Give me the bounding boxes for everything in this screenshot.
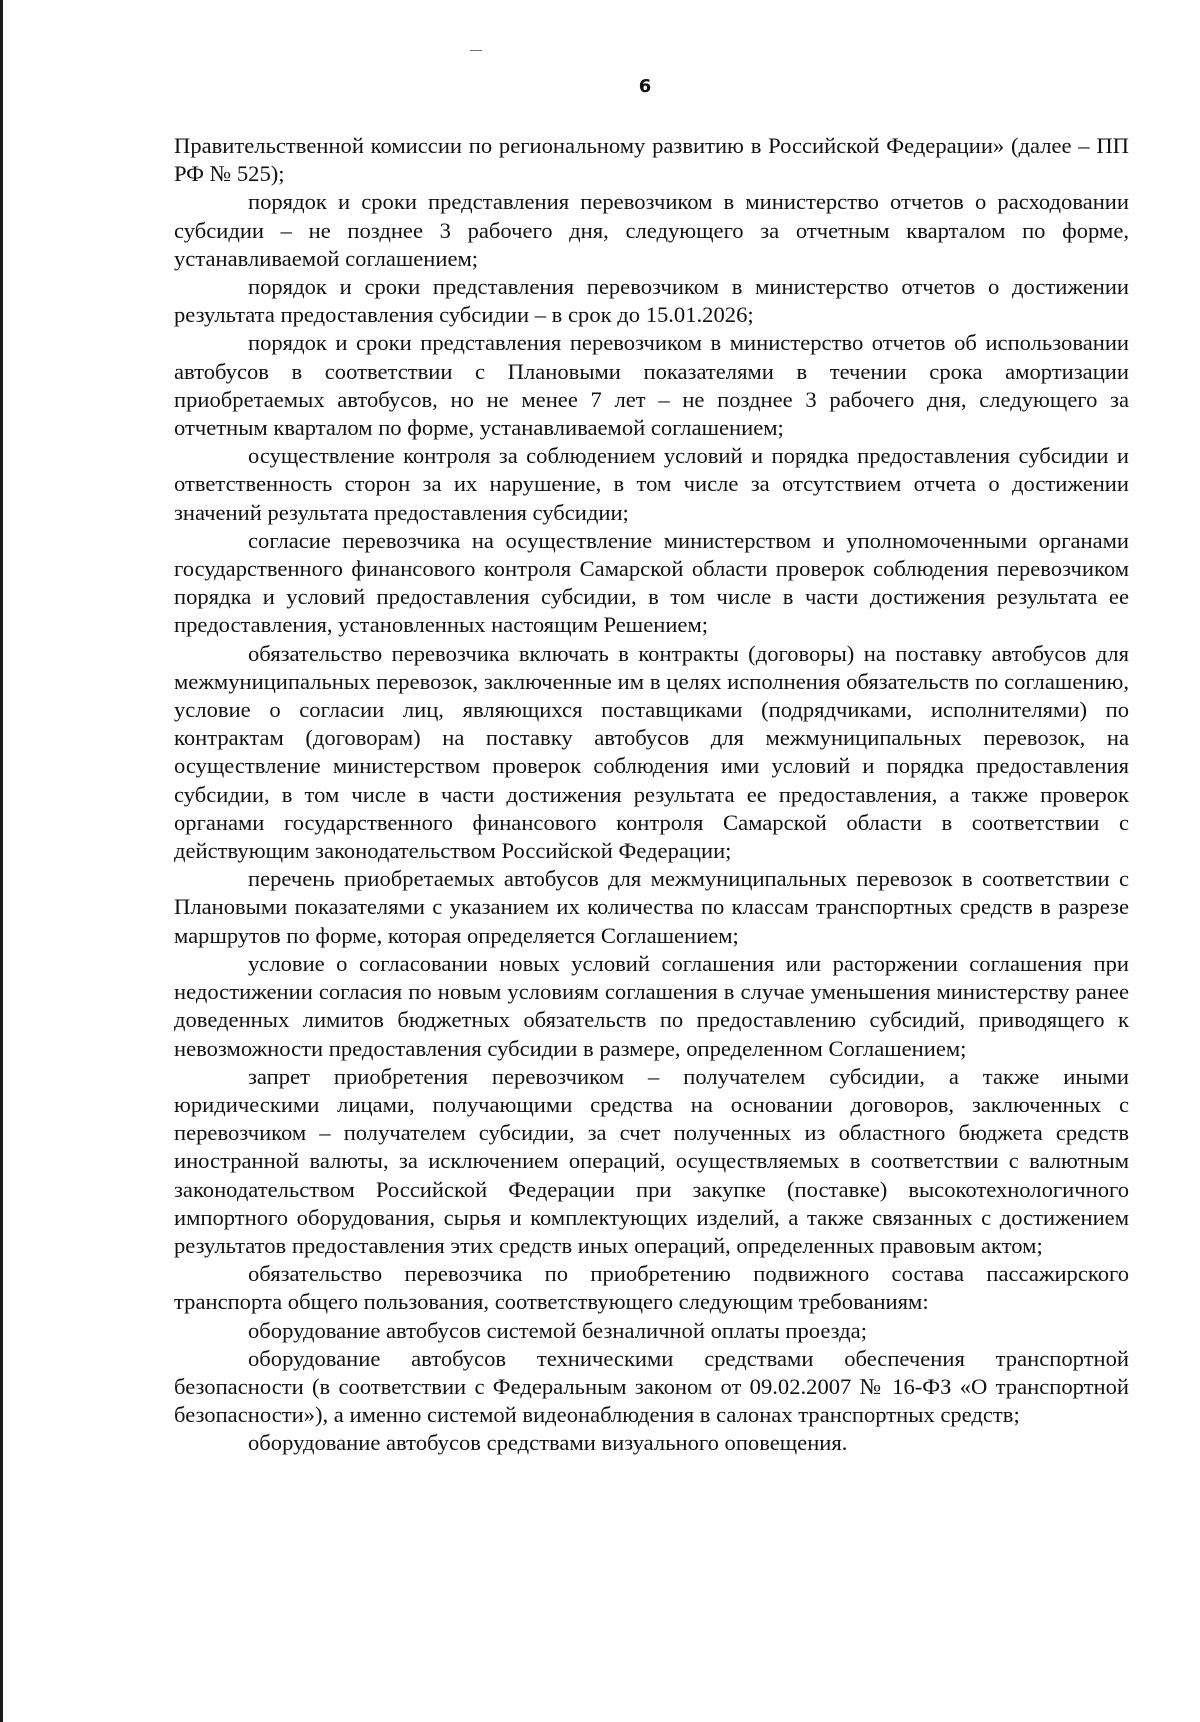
paragraph-consent-inspections: согласие перевозчика на осуществление министерством и уполномоченными органами государственного финансового контроля Самарской области проверок соблюдения перевозчиком порядка и условий предоставления субсидии, в том числе в части достижения результата ее предоставления, установленных настоящим Решением; xyxy=(174,527,1129,638)
paragraph-contract-obligation: обязательство перевозчика включать в контракты (договоры) на поставку автобусов для межмуниципальных перевозок, заключенные им в целях исполнения обязательств по соглашению, условие о согласии лиц, являющихся поставщиками (подрядчиками, исполнителями) по контрактам (договорам) на поставку автобусов для межмуниципальных перевозок, на осуществление министерством проверок соблюдения ими условий и порядка предоставления субсидии, в том числе в части достижения результата ее предоставления, а также проверок органами государственного финансового контроля Самарской области в соответствии с действующим законодательством Российской Федерации; xyxy=(174,640,1129,864)
paragraph-new-conditions: условие о согласовании новых условий соглашения или расторжении соглашения при недостижении согласия по новым условиям соглашения в случае уменьшения министерству ранее доведенных лимитов бюджетных обязательств по предоставлению субсидий, приводящего к невозможности предоставления субсидии в размере, определенном Соглашением; xyxy=(174,950,1129,1061)
scan-mark xyxy=(470,50,482,51)
paragraph-cashless-payment: оборудование автобусов системой безналичной оплаты проезда; xyxy=(248,1317,867,1343)
paragraph-visual-notification: оборудование автобусов средствами визуального оповещения. xyxy=(248,1430,848,1456)
paragraph-control: осуществление контроля за соблюдением условий и порядка предоставления субсидии и ответственность сторон за их нарушение, в том числе за отсутствием отчета о достижении значений результата предоставления субсидии; xyxy=(174,443,1129,525)
paragraph-currency-ban: запрет приобретения перевозчиком – получателем субсидии, а также иными юридическими лицами, получающими средства на основании договоров, заключенных с перевозчиком – получателем субсидии, за счет полученных из областного бюджета средств иностранной валюты, за исключением операций, осуществляемых в соответствии с валютным законодательством Российской Федерации при закупке (поставке) высокотехнологичного импортного оборудования, сырья и комплектующих изделий, а также связанных с достижением результатов предоставления этих средств иных операций, определенных правовым актом; xyxy=(174,1063,1129,1258)
paragraph-transport-security: оборудование автобусов техническими средствами обеспечения транспортной безопасности (в соответствии с Федеральным законом от 09.02.2007 № 16-ФЗ «О транспортной безопасности»), а именно системой видеонаблюдения в салонах транспортных средств; xyxy=(174,1345,1129,1428)
paragraph-result-report: порядок и сроки представления перевозчиком в министерство отчетов о достижении результата предоставления субсидии – в срок до 15.01.2026; xyxy=(174,274,1129,328)
paragraph-bus-list: перечень приобретаемых автобусов для межмуниципальных перевозок в соответствии с Плановыми показателями с указанием их количества по классам транспортных средств в разрезе маршрутов по форме, которая определяется Соглашением; xyxy=(174,866,1129,948)
paragraph-subsidy-expense-report: порядок и сроки представления перевозчиком в министерство отчетов о расходовании субсидии – не позднее 3 рабочего дня, следующего за отчетным кварталом по форме, устанавливаемой соглашением; xyxy=(174,189,1129,271)
scan-left-edge xyxy=(0,0,3,1722)
paragraph-bus-usage-report: порядок и сроки представления перевозчиком в министерство отчетов об использовании автобусов в соответствии с Плановыми показателями в течении срока амортизации приобретаемых автобусов, но не менее 7 лет – не позднее 3 рабочего дня, следующего за отчетным кварталом по форме, устанавливаемой соглашением; xyxy=(174,330,1129,441)
paragraph-continuation: Правительственной комиссии по региональному развитию в Российской Федерации» (далее – ПП РФ № 525); xyxy=(174,133,1129,187)
paragraph-rolling-stock-obligation: обязательство перевозчика по приобретению подвижного состава пассажирского транспорта общего пользования, соответствующего следующим требованиям: xyxy=(174,1261,1129,1315)
document-body xyxy=(174,132,1129,1458)
page-number: 6 xyxy=(638,76,652,97)
